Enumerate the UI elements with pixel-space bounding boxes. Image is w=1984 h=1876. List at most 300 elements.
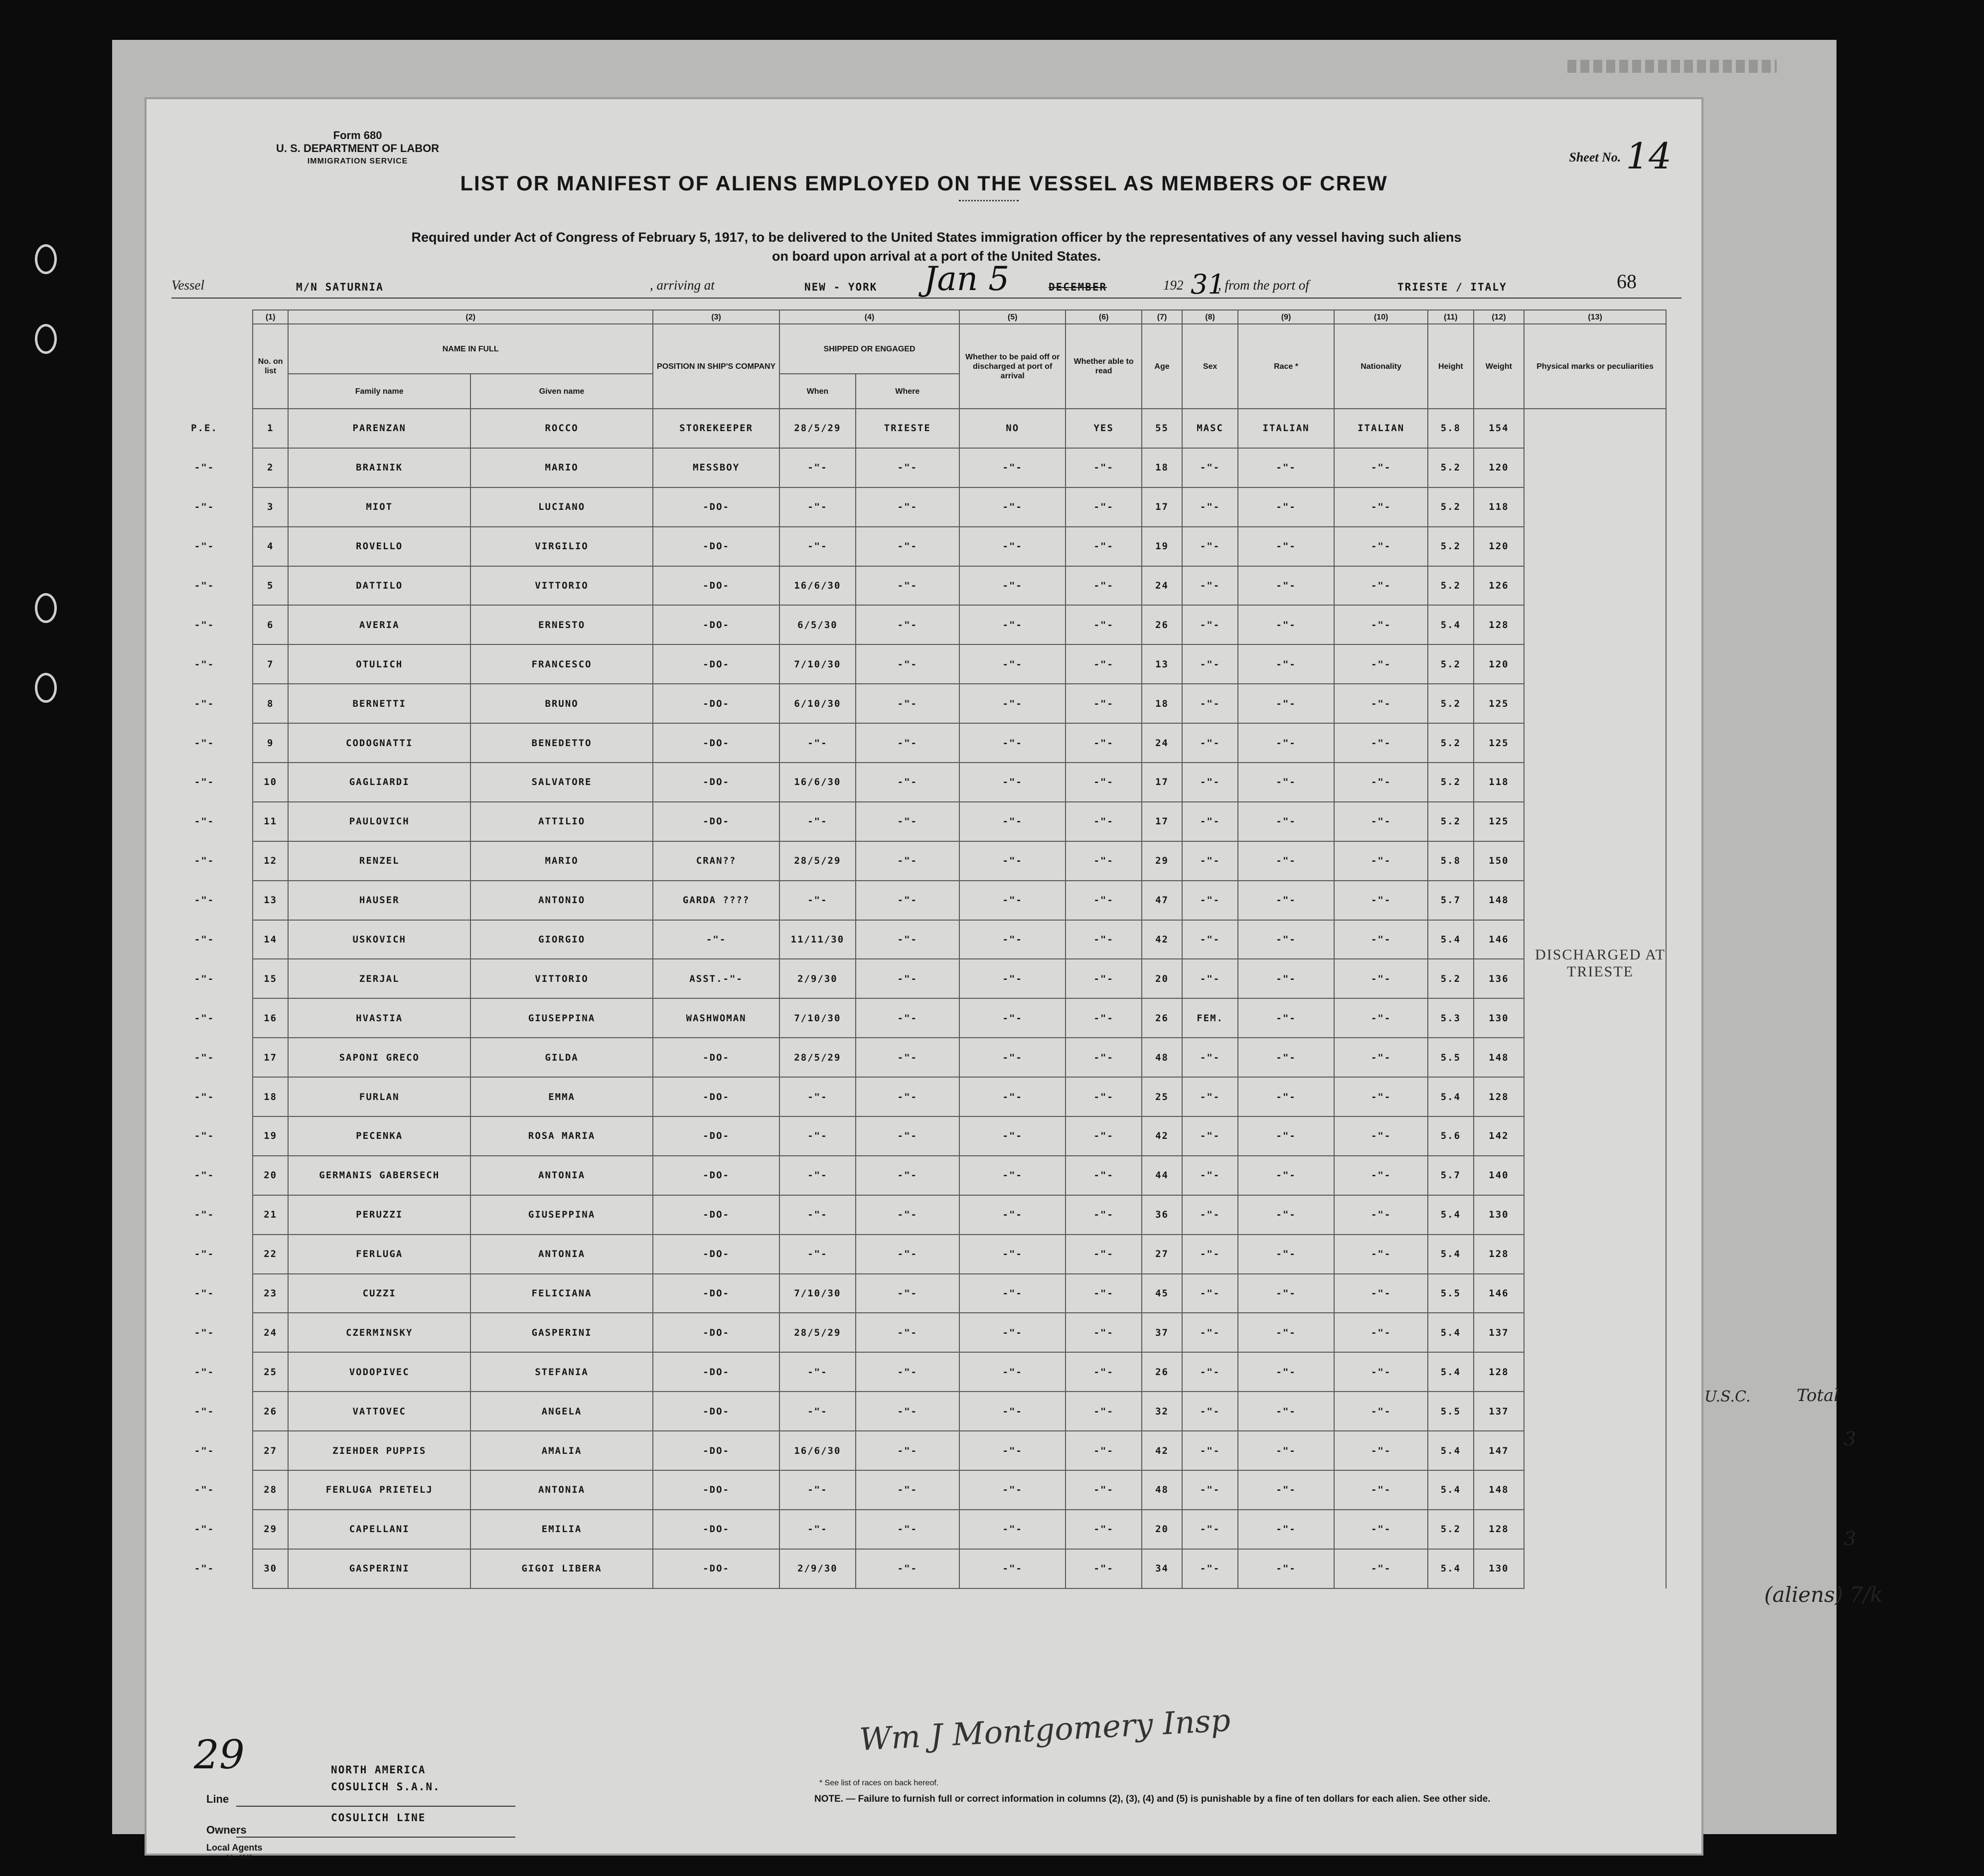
cell-position: -DO- — [653, 566, 779, 606]
cell-height: 5.7 — [1428, 1156, 1473, 1195]
cell-paid: -"- — [959, 959, 1066, 998]
cell-read: -"- — [1066, 684, 1141, 723]
cell-physical-marks — [1524, 1510, 1666, 1549]
cell-nat: -"- — [1334, 487, 1428, 527]
cell-position: -DO- — [653, 1156, 779, 1195]
cell-pre: -"- — [194, 895, 215, 906]
cell-age: 26 — [1142, 1352, 1182, 1392]
cell-nat: -"- — [1334, 1235, 1428, 1274]
cell-when: -"- — [779, 1392, 855, 1431]
cell-pre: -"- — [194, 541, 215, 552]
cell-position: -DO- — [653, 1313, 779, 1352]
header-race: Race * — [1238, 324, 1334, 409]
cell-paid: -"- — [959, 881, 1066, 920]
cell-given: ANTONIA — [470, 1470, 653, 1510]
cell-pre: -"- — [194, 855, 215, 867]
cell-weight: 118 — [1474, 487, 1525, 527]
cell-when: -"- — [779, 527, 855, 566]
cell-race: -"- — [1238, 1470, 1334, 1510]
back-sheet-stamp — [1567, 60, 1777, 73]
cell-when: -"- — [779, 448, 855, 487]
cell-height: 5.4 — [1428, 605, 1473, 644]
cell-paid: -"- — [959, 1235, 1066, 1274]
header-nationality: Nationality — [1334, 324, 1428, 409]
cell-when: -"- — [779, 487, 855, 527]
cell-where: -"- — [856, 959, 959, 998]
cell-weight: 148 — [1474, 881, 1525, 920]
cell-sex: -"- — [1182, 644, 1238, 684]
vessel-name: M/N SATURNIA — [296, 281, 384, 293]
cell-height: 5.2 — [1428, 959, 1473, 998]
cell-given: SALVATORE — [470, 763, 653, 802]
header-shipped: SHIPPED OR ENGAGED — [779, 324, 959, 374]
cell-family: CODOGNATTI — [288, 723, 470, 763]
cell-weight: 147 — [1474, 1431, 1525, 1470]
cell-nat: -"- — [1334, 998, 1428, 1038]
table-row — [156, 1116, 1666, 1156]
table-row — [156, 802, 1666, 841]
cell-position: -DO- — [653, 1352, 779, 1392]
table-row — [156, 1470, 1666, 1510]
cell-position: -DO- — [653, 802, 779, 841]
cell-pre: -"- — [194, 816, 215, 827]
cell-no: 26 — [253, 1392, 288, 1431]
cell-family: GAGLIARDI — [288, 763, 470, 802]
cell-read: -"- — [1066, 527, 1141, 566]
cell-pre: -"- — [194, 1288, 215, 1299]
cell-when: 6/5/30 — [779, 605, 855, 644]
cell-no: 6 — [253, 605, 288, 644]
table-row — [156, 527, 1666, 566]
cell-age: 13 — [1142, 644, 1182, 684]
cell-where: -"- — [856, 1510, 959, 1549]
table-body — [156, 409, 1666, 1588]
cell-where: -"- — [856, 881, 959, 920]
cell-sex: -"- — [1182, 1077, 1238, 1116]
cell-pre: -"- — [194, 1484, 215, 1496]
cell-paid: -"- — [959, 723, 1066, 763]
cell-weight: 128 — [1474, 1235, 1525, 1274]
cell-height: 5.4 — [1428, 1470, 1473, 1510]
cell-where: -"- — [856, 1195, 959, 1235]
table-row — [156, 881, 1666, 920]
cell-read: -"- — [1066, 448, 1141, 487]
cell-sex: -"- — [1182, 920, 1238, 959]
cell-given: STEFANIA — [470, 1352, 653, 1392]
cell-race: -"- — [1238, 723, 1334, 763]
cell-height: 5.2 — [1428, 566, 1473, 606]
cell-nat: -"- — [1334, 881, 1428, 920]
cell-nat: -"- — [1334, 1392, 1428, 1431]
cell-where: -"- — [856, 605, 959, 644]
cell-when: 2/9/30 — [779, 959, 855, 998]
cell-physical-marks — [1524, 802, 1666, 841]
cell-when: -"- — [779, 881, 855, 920]
cell-weight: 150 — [1474, 841, 1525, 881]
cell-nat: -"- — [1334, 1549, 1428, 1588]
cell-pre: -"- — [194, 698, 215, 709]
cell-when: 16/6/30 — [779, 1431, 855, 1470]
cell-paid: -"- — [959, 1116, 1066, 1156]
cell-race: -"- — [1238, 1392, 1334, 1431]
cell-race: -"- — [1238, 1156, 1334, 1195]
cell-pre: -"- — [194, 1091, 215, 1102]
cell-paid: -"- — [959, 1274, 1066, 1313]
page-title: LIST OR MANIFEST OF ALIENS EMPLOYED ON THE VESSEL AS MEMBERS OF CREW — [460, 171, 1388, 195]
table-row — [156, 1038, 1666, 1077]
cell-no: 11 — [253, 802, 288, 841]
cell-paid: -"- — [959, 1510, 1066, 1549]
cell-no: 12 — [253, 841, 288, 881]
cell-physical-marks — [1524, 448, 1666, 487]
cell-family: OTULICH — [288, 644, 470, 684]
cell-weight: 125 — [1474, 684, 1525, 723]
cell-sex: -"- — [1182, 1549, 1238, 1588]
cell-age: 24 — [1142, 723, 1182, 763]
table-row — [156, 448, 1666, 487]
cell-age: 48 — [1142, 1470, 1182, 1510]
cell-nat: -"- — [1334, 1274, 1428, 1313]
cell-age: 48 — [1142, 1038, 1182, 1077]
cell-height: 5.4 — [1428, 1077, 1473, 1116]
cell-position: ASST.-"- — [653, 959, 779, 998]
cell-given: GIORGIO — [470, 920, 653, 959]
cell-physical-marks — [1524, 566, 1666, 606]
cell-paid: -"- — [959, 998, 1066, 1038]
cell-family: GERMANIS GABERSECH — [288, 1156, 470, 1195]
cell-age: 17 — [1142, 802, 1182, 841]
header-position: POSITION IN SHIP'S COMPANY — [653, 324, 779, 409]
cell-given: GASPERINI — [470, 1313, 653, 1352]
cell-pre: -"- — [194, 1445, 215, 1456]
cell-race: -"- — [1238, 644, 1334, 684]
header-sex: Sex — [1182, 324, 1238, 409]
cell-physical-marks — [1524, 1274, 1666, 1313]
cell-weight: 118 — [1474, 763, 1525, 802]
cell-age: 18 — [1142, 448, 1182, 487]
manifest-page — [145, 97, 1703, 1861]
cell-given: GIGOI LIBERA — [470, 1549, 653, 1588]
cell-sex: -"- — [1182, 448, 1238, 487]
cell-family: FERLUGA — [288, 1235, 470, 1274]
cell-family: ZIEHDER PUPPIS — [288, 1431, 470, 1470]
arrival-date: Jan 5 — [924, 260, 1010, 298]
cell-given: GILDA — [470, 1038, 653, 1077]
cell-weight: 126 — [1474, 566, 1525, 606]
departure-port: TRIESTE / ITALY — [1397, 281, 1507, 293]
cell-race: -"- — [1238, 527, 1334, 566]
cell-paid: -"- — [959, 1156, 1066, 1195]
cell-read: -"- — [1066, 1077, 1141, 1116]
cell-position: -DO- — [653, 487, 779, 527]
cell-pre: -"- — [194, 619, 215, 630]
table-row — [156, 1549, 1666, 1588]
cell-when: 6/10/30 — [779, 684, 855, 723]
cell-paid: -"- — [959, 763, 1066, 802]
cell-race: -"- — [1238, 684, 1334, 723]
cell-position: -DO- — [653, 1274, 779, 1313]
cell-paid: -"- — [959, 1313, 1066, 1352]
cell-height: 5.2 — [1428, 448, 1473, 487]
header-weight: Weight — [1474, 324, 1525, 409]
table-row — [156, 1077, 1666, 1116]
cell-physical-marks — [1524, 1392, 1666, 1431]
cell-family: PARENZAN — [288, 409, 470, 448]
cell-family: CAPELLANI — [288, 1510, 470, 1549]
cell-pre: -"- — [194, 1524, 215, 1535]
cell-age: 32 — [1142, 1392, 1182, 1431]
owners-value: COSULICH LINE — [331, 1812, 426, 1824]
cell-pre: -"- — [194, 777, 215, 788]
table-row — [156, 684, 1666, 723]
cell-age: 26 — [1142, 605, 1182, 644]
cell-position: -DO- — [653, 1195, 779, 1235]
cell-race: -"- — [1238, 1431, 1334, 1470]
cell-physical-marks — [1524, 1549, 1666, 1588]
cell-pre: -"- — [194, 1249, 215, 1260]
cell-physical-marks — [1524, 1431, 1666, 1470]
cell-height: 5.8 — [1428, 409, 1473, 448]
cell-pre: -"- — [194, 501, 215, 513]
cell-family: GASPERINI — [288, 1549, 470, 1588]
cell-weight: 120 — [1474, 448, 1525, 487]
cell-age: 17 — [1142, 763, 1182, 802]
vessel-line: Vessel M/N SATURNIA , arriving at NEW - YORK Jan 5 DECEMBER 192 31 , from the port of TRIESTE / ITALY 68 — [171, 260, 1637, 300]
table-row — [156, 841, 1666, 881]
header-no-on-list: No. on list — [253, 324, 288, 409]
cell-nat: -"- — [1334, 448, 1428, 487]
cell-where: -"- — [856, 566, 959, 606]
table-header: (1) (2) (3) (4) (5) (6) (7) (8) (9) (10) (11) (12) (13) No. on list NAME IN FULL POSITION IN SHIP'S COMPANY SHIPPED OR ENGAGED Whether to be paid off or discharged at port of arrival Whether able to read Age Sex Race * Nationality Height Weight Physical marks or peculiarities Family name Given name When Where — [156, 310, 1666, 409]
cell-height: 5.2 — [1428, 684, 1473, 723]
cell-where: -"- — [856, 684, 959, 723]
cell-age: 44 — [1142, 1156, 1182, 1195]
cell-no: 14 — [253, 920, 288, 959]
cell-when: -"- — [779, 1077, 855, 1116]
cell-weight: 154 — [1474, 409, 1525, 448]
cell-where: -"- — [856, 644, 959, 684]
table-row — [156, 1431, 1666, 1470]
race-note: * See list of races on back hereof. — [819, 1779, 939, 1787]
cell-age: 42 — [1142, 1431, 1182, 1470]
cell-race: -"- — [1238, 881, 1334, 920]
cell-when: 16/6/30 — [779, 566, 855, 606]
header-physical-marks: Physical marks or peculiarities — [1524, 324, 1666, 409]
cell-height: 5.2 — [1428, 1510, 1473, 1549]
table-row — [156, 920, 1666, 959]
cell-pre: -"- — [194, 462, 215, 473]
cell-height: 5.6 — [1428, 1116, 1473, 1156]
cell-position: WASHWOMAN — [653, 998, 779, 1038]
cell-nat: -"- — [1334, 1077, 1428, 1116]
line-value-top: NORTH AMERICA — [331, 1764, 426, 1776]
cell-when: -"- — [779, 1235, 855, 1274]
cell-nat: -"- — [1334, 605, 1428, 644]
cell-no: 2 — [253, 448, 288, 487]
cell-where: -"- — [856, 841, 959, 881]
cell-given: VITTORIO — [470, 566, 653, 606]
cell-weight: 137 — [1474, 1313, 1525, 1352]
cell-weight: 142 — [1474, 1116, 1525, 1156]
cell-read: -"- — [1066, 1510, 1141, 1549]
cell-nat: -"- — [1334, 959, 1428, 998]
cell-read: -"- — [1066, 566, 1141, 606]
cell-race: -"- — [1238, 841, 1334, 881]
cell-pre: -"- — [194, 1366, 215, 1378]
cell-physical-marks — [1524, 1313, 1666, 1352]
cell-weight: 130 — [1474, 1549, 1525, 1588]
cell-pre: P.E. — [191, 423, 218, 434]
cell-age: 42 — [1142, 920, 1182, 959]
cell-no: 8 — [253, 684, 288, 723]
cell-sex: -"- — [1182, 1431, 1238, 1470]
cell-pre: -"- — [194, 1130, 215, 1142]
cell-height: 5.7 — [1428, 881, 1473, 920]
cell-when: 2/9/30 — [779, 1549, 855, 1588]
cell-read: -"- — [1066, 1470, 1141, 1510]
cell-where: -"- — [856, 527, 959, 566]
title-ornament — [959, 200, 1019, 206]
table-row — [156, 1352, 1666, 1392]
cell-where: -"- — [856, 1116, 959, 1156]
cell-race: -"- — [1238, 1352, 1334, 1392]
cell-paid: -"- — [959, 1392, 1066, 1431]
cell-read: -"- — [1066, 644, 1141, 684]
cell-no: 10 — [253, 763, 288, 802]
cell-height: 5.4 — [1428, 1195, 1473, 1235]
header-paid-off: Whether to be paid off or discharged at port of arrival — [959, 324, 1066, 409]
cell-read: -"- — [1066, 1156, 1141, 1195]
cell-nat: -"- — [1334, 1195, 1428, 1235]
cell-given: AMALIA — [470, 1431, 653, 1470]
cell-age: 26 — [1142, 998, 1182, 1038]
cell-when: 7/10/30 — [779, 644, 855, 684]
cell-sex: -"- — [1182, 1235, 1238, 1274]
cell-when: -"- — [779, 1352, 855, 1392]
cell-when: -"- — [779, 1470, 855, 1510]
cell-nat: -"- — [1334, 644, 1428, 684]
cell-sex: -"- — [1182, 1470, 1238, 1510]
cell-race: -"- — [1238, 1313, 1334, 1352]
cell-family: PECENKA — [288, 1116, 470, 1156]
cell-given: LUCIANO — [470, 487, 653, 527]
cell-given: MARIO — [470, 841, 653, 881]
cell-height: 5.4 — [1428, 1235, 1473, 1274]
cell-race: -"- — [1238, 1116, 1334, 1156]
cell-position: MESSBOY — [653, 448, 779, 487]
cell-position: -DO- — [653, 605, 779, 644]
cell-read: YES — [1066, 409, 1141, 448]
cell-nat: -"- — [1334, 802, 1428, 841]
cell-given: ANTONIA — [470, 1156, 653, 1195]
cell-nat: -"- — [1334, 723, 1428, 763]
bottom-handwritten-mark: 29 — [194, 1731, 245, 1778]
cell-paid: -"- — [959, 684, 1066, 723]
cell-nat: -"- — [1334, 1156, 1428, 1195]
cell-sex: -"- — [1182, 605, 1238, 644]
cell-where: -"- — [856, 763, 959, 802]
cell-no: 13 — [253, 881, 288, 920]
table-row — [156, 959, 1666, 998]
cell-height: 5.4 — [1428, 1352, 1473, 1392]
cell-family: CUZZI — [288, 1274, 470, 1313]
cell-given: BRUNO — [470, 684, 653, 723]
cell-physical-marks — [1524, 1470, 1666, 1510]
cell-physical-marks — [1524, 1195, 1666, 1235]
cell-given: ANTONIA — [470, 1235, 653, 1274]
cell-physical-marks — [1524, 763, 1666, 802]
cell-position: -DO- — [653, 1116, 779, 1156]
cell-weight: 128 — [1474, 1077, 1525, 1116]
cell-race: -"- — [1238, 1038, 1334, 1077]
cell-age: 17 — [1142, 487, 1182, 527]
cell-given: ERNESTO — [470, 605, 653, 644]
cell-paid: -"- — [959, 527, 1066, 566]
cell-read: -"- — [1066, 723, 1141, 763]
cell-pre: -"- — [194, 1406, 215, 1417]
cell-physical-marks — [1524, 998, 1666, 1038]
cell-paid: -"- — [959, 841, 1066, 881]
cell-weight: 140 — [1474, 1156, 1525, 1195]
cell-sex: -"- — [1182, 1313, 1238, 1352]
cell-weight: 128 — [1474, 605, 1525, 644]
cell-no: 23 — [253, 1274, 288, 1313]
cell-weight: 148 — [1474, 1470, 1525, 1510]
table-row — [156, 1274, 1666, 1313]
cell-sex: -"- — [1182, 487, 1238, 527]
cell-physical-marks — [1524, 1077, 1666, 1116]
cell-weight: 125 — [1474, 802, 1525, 841]
cell-pre: -"- — [194, 658, 215, 670]
table-row — [156, 566, 1666, 606]
cell-family: FURLAN — [288, 1077, 470, 1116]
table-row — [156, 1235, 1666, 1274]
crew-manifest-table — [156, 310, 1667, 1589]
cell-paid: -"- — [959, 644, 1066, 684]
cell-position: -DO- — [653, 1431, 779, 1470]
cell-family: MIOT — [288, 487, 470, 527]
header-height: Height — [1428, 324, 1473, 409]
cell-read: -"- — [1066, 959, 1141, 998]
cell-when: 28/5/29 — [779, 409, 855, 448]
cell-read: -"- — [1066, 1195, 1141, 1235]
cell-given: GIUSEPPINA — [470, 1195, 653, 1235]
cell-read: -"- — [1066, 1038, 1141, 1077]
cell-nat: -"- — [1334, 763, 1428, 802]
cell-position: CRAN?? — [653, 841, 779, 881]
cell-given: BENEDETTO — [470, 723, 653, 763]
cell-age: 20 — [1142, 1510, 1182, 1549]
table-row — [156, 1156, 1666, 1195]
cell-paid: -"- — [959, 1549, 1066, 1588]
cell-position: STOREKEEPER — [653, 409, 779, 448]
cell-family: VODOPIVEC — [288, 1352, 470, 1392]
cell-no: 9 — [253, 723, 288, 763]
cell-when: 28/5/29 — [779, 841, 855, 881]
cell-no: 5 — [253, 566, 288, 606]
cell-weight: 137 — [1474, 1392, 1525, 1431]
cell-when: -"- — [779, 802, 855, 841]
cell-read: -"- — [1066, 487, 1141, 527]
cell-race: ITALIAN — [1238, 409, 1334, 448]
cell-given: ROCCO — [470, 409, 653, 448]
cell-weight: 130 — [1474, 1195, 1525, 1235]
cell-nat: -"- — [1334, 527, 1428, 566]
cell-paid: -"- — [959, 802, 1066, 841]
cell-family: DATTILO — [288, 566, 470, 606]
cell-when: -"- — [779, 1116, 855, 1156]
cell-family: USKOVICH — [288, 920, 470, 959]
